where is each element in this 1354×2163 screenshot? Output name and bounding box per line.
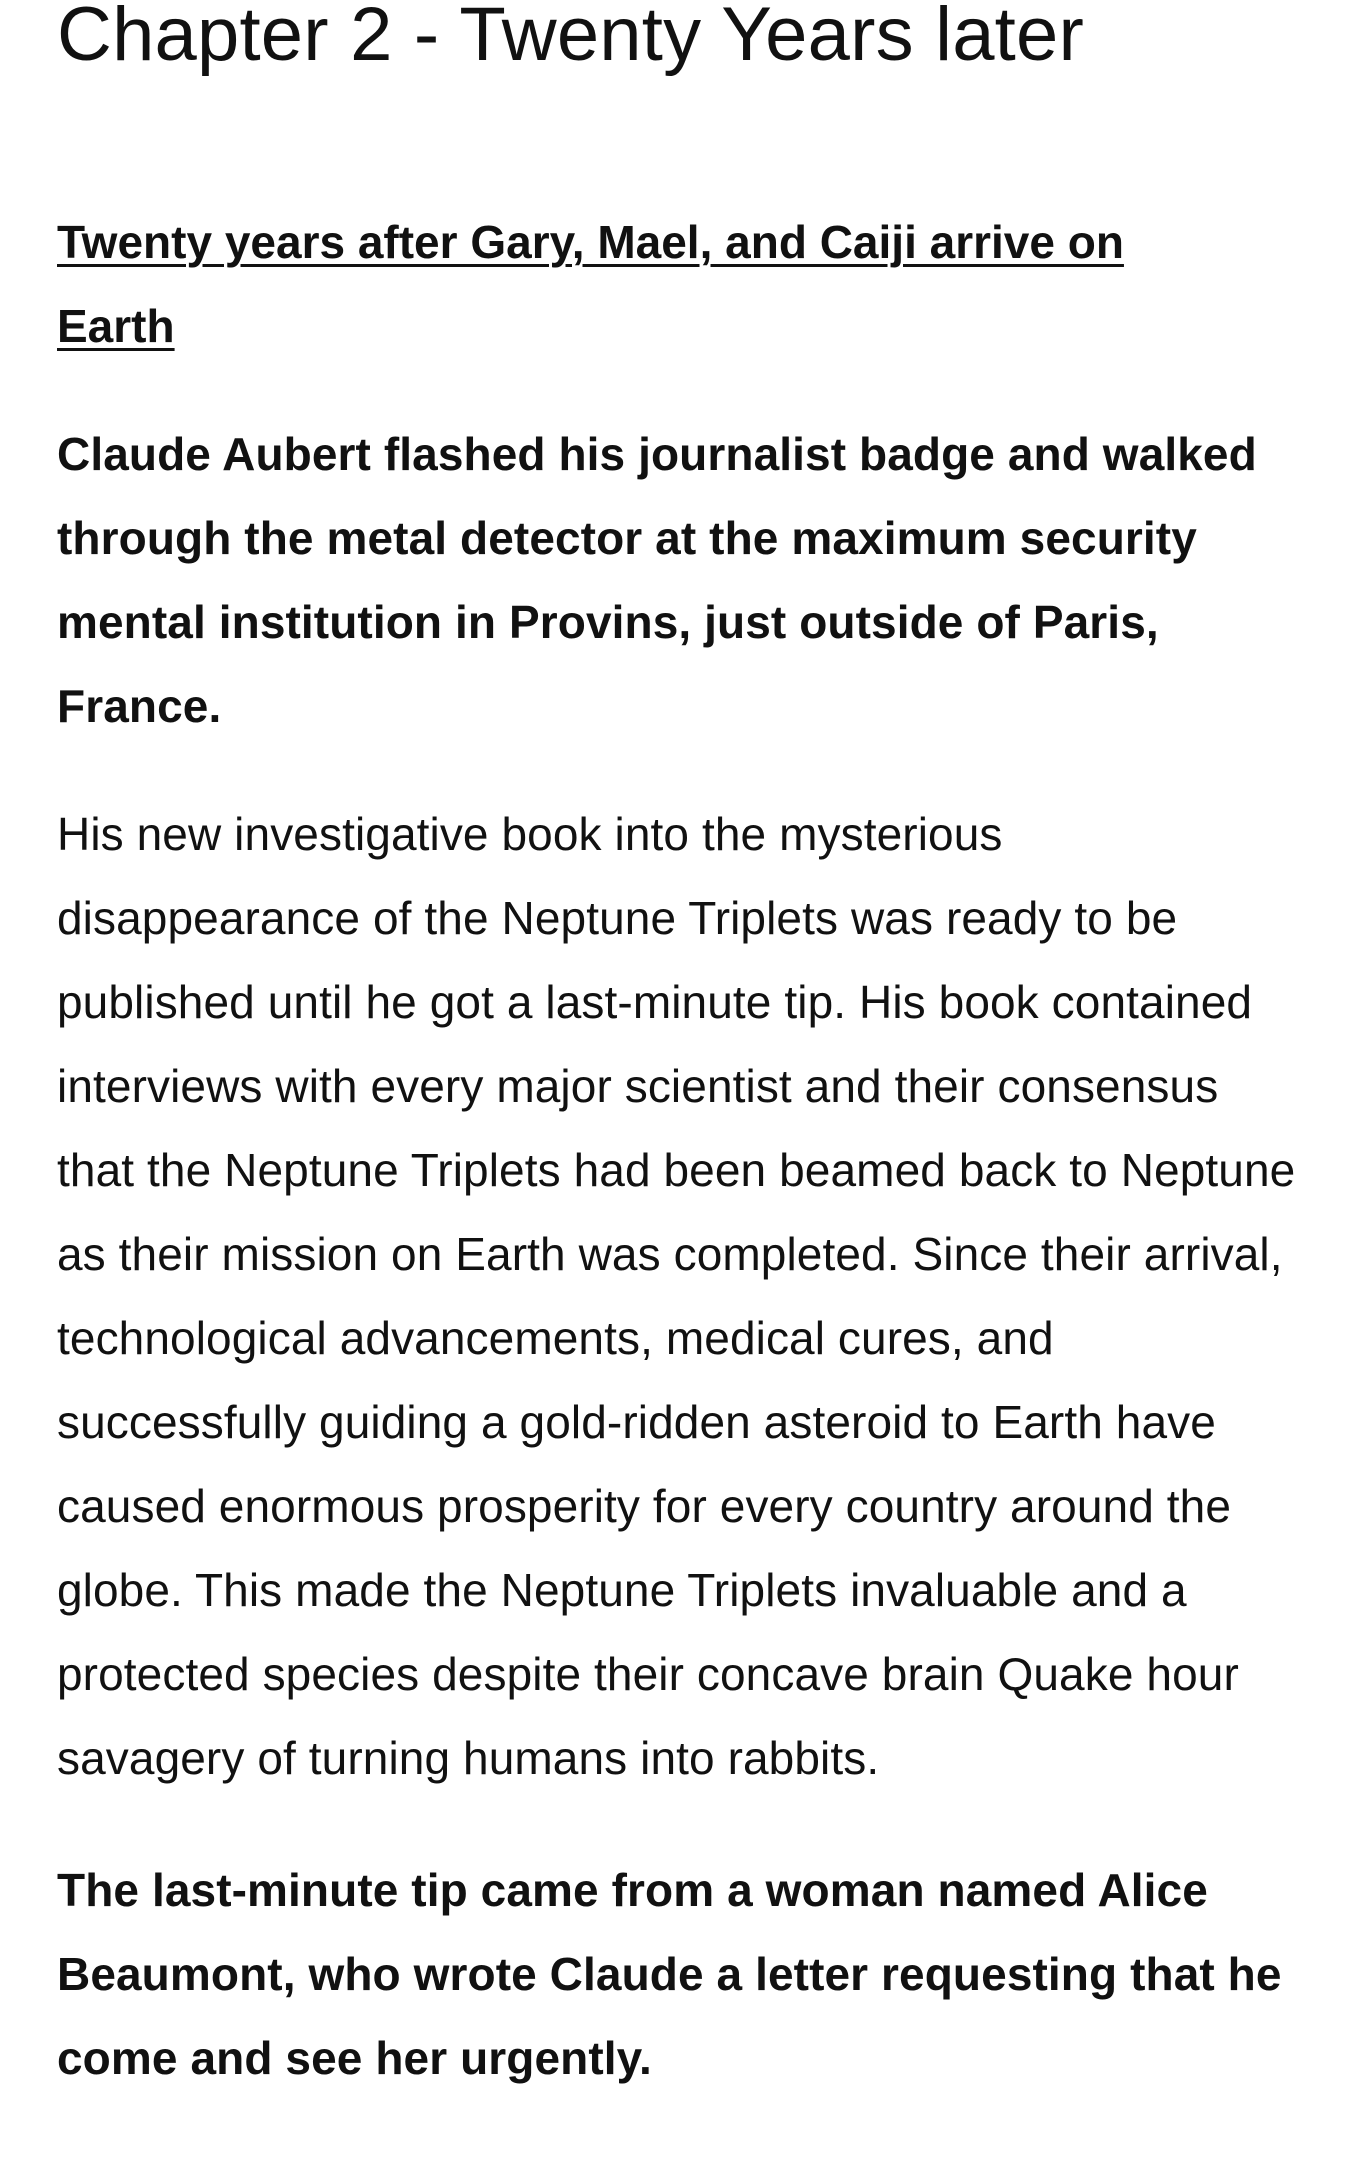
paragraph-tip: The last-minute tip came from a woman named Alice Beaumont, who wrote Claude a letter requesting that he come and see her urgently. bbox=[57, 1864, 1282, 2084]
document-page bbox=[57, 0, 1307, 2100]
paragraph-body: His new investigative book into the mysterious disappearance of the Neptune Triplets was ready to be published until he got a last-minute tip. His book contained interviews with every major scientist and their consensus that the Neptune Triplets had been beamed back to Neptune as their mission on Earth was completed. Since their arrival, technological advancements, medical cures, and successfully guiding a gold-ridden asteroid to Earth have caused enormous prosperity for every country around the globe. This made the Neptune Triplets invaluable and a protected species despite their concave brain Quake hour savagery of turning humans into rabbits. bbox=[57, 808, 1296, 1784]
chapter-subtitle: Twenty years after Gary, Mael, and Caiji arrive on Earth bbox=[57, 216, 1124, 352]
chapter-title: Chapter 2 - Twenty Years later bbox=[57, 0, 1084, 77]
paragraph-intro: Claude Aubert flashed his journalist badge and walked through the metal detector at the maximum security mental institution in Provins, just outside of Paris, France. bbox=[57, 428, 1257, 732]
